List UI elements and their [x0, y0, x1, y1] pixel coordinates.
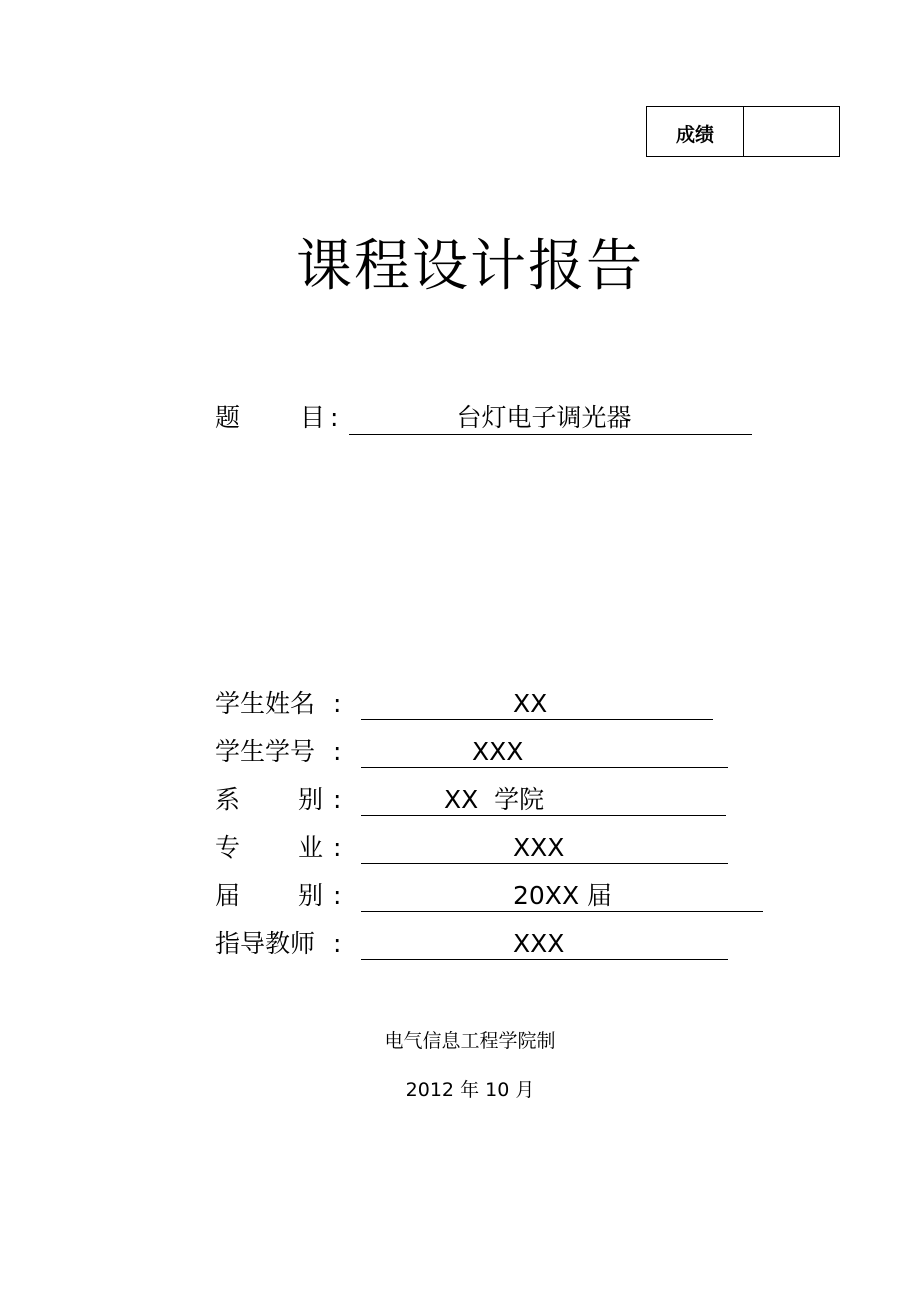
field-label-first: 系 [215, 785, 241, 814]
field-label-first: 届 [215, 881, 241, 910]
issuing-organization: 电气信息工程学院制 [384, 1030, 556, 1052]
field-colon: : [333, 833, 342, 862]
field-label-second: 别 [298, 881, 324, 910]
topic-colon: : [330, 403, 339, 432]
field-value: XX 学院 [444, 785, 545, 814]
field-value: XXX [513, 833, 565, 862]
field-value: XX [513, 689, 548, 718]
field-value: XXX [472, 737, 524, 766]
field-colon: : [333, 785, 342, 814]
field-label: 指导教师 [215, 929, 316, 958]
grade-label: 成绩 [647, 107, 744, 156]
report-date: 2012 年 10 月 [405, 1079, 535, 1101]
field-label: 学生姓名 [215, 689, 316, 718]
field-student-name [0, 688, 920, 728]
field-colon: : [333, 689, 342, 718]
report-title: 课程设计报告 [296, 234, 644, 299]
field-label-second: 业 [298, 833, 324, 862]
topic-value: 台灯电子调光器 [456, 403, 632, 432]
field-label-first: 专 [215, 833, 241, 862]
field-student-id [0, 736, 920, 776]
grade-value [744, 107, 839, 156]
field-advisor [0, 928, 920, 968]
topic-label-first: 题 [215, 403, 241, 432]
field-value: XXX [513, 929, 565, 958]
field-class-year [0, 880, 920, 920]
grade-table [646, 106, 840, 157]
field-colon: : [333, 737, 342, 766]
field-colon: : [333, 881, 342, 910]
topic-label-second: 目 [300, 403, 326, 432]
field-label: 学生学号 [215, 737, 316, 766]
field-colon: : [333, 929, 342, 958]
field-department [0, 784, 920, 824]
field-major [0, 832, 920, 872]
field-label-second: 别 [298, 785, 324, 814]
topic-underline [349, 434, 752, 435]
field-underline [361, 767, 728, 768]
field-value: 20XX 届 [513, 881, 613, 910]
